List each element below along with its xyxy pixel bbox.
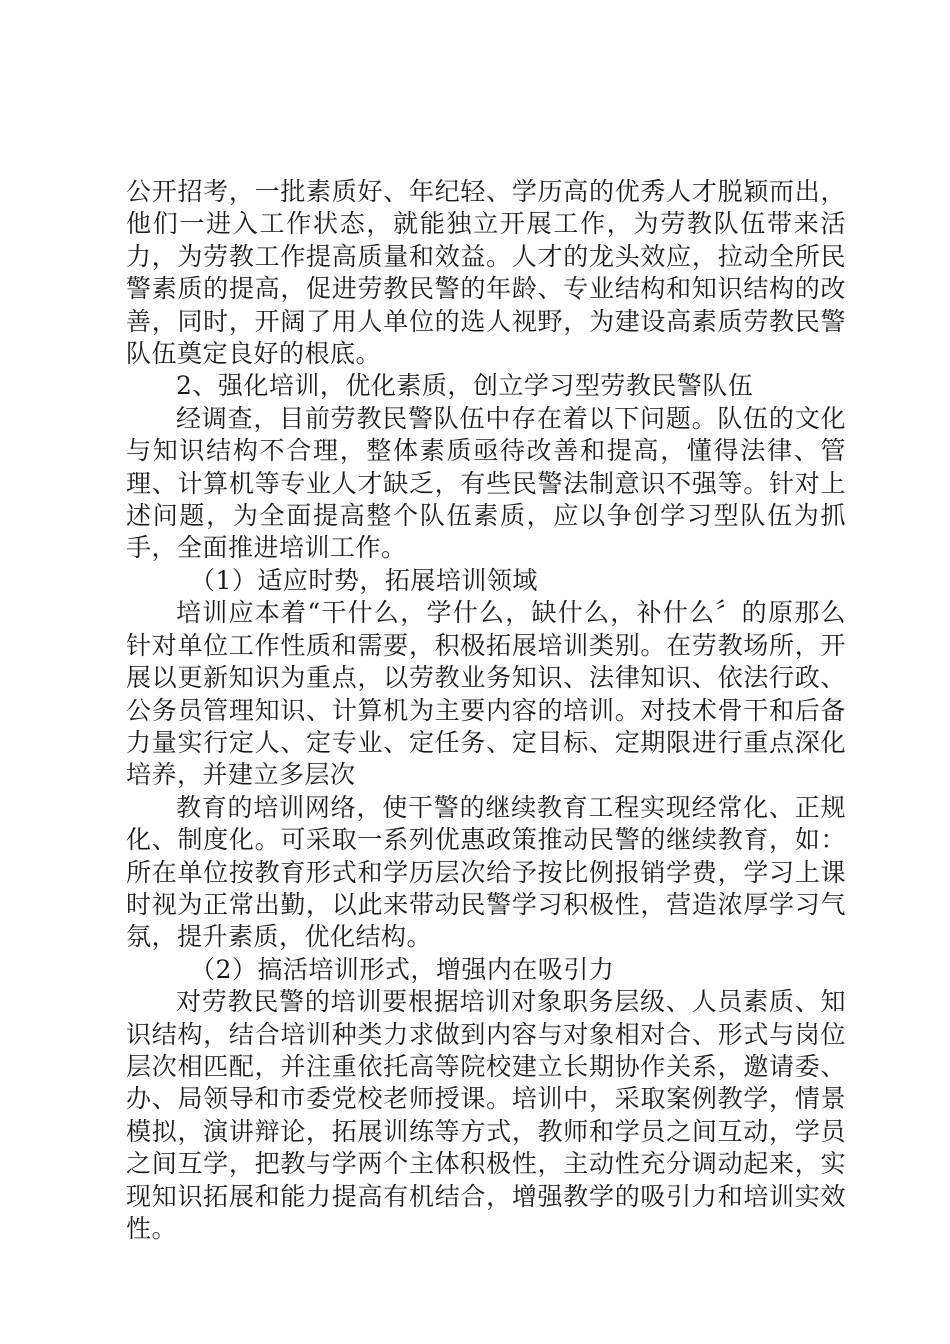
document-body	[126, 176, 846, 1245]
subheading-adapt-expand: （1）适应时势，拓展培训领域	[190, 565, 538, 595]
paragraph-recruitment-continued: 公开招考，一批素质好、年纪轻、学历高的优秀人才脱颖而出，他们一进入工作状态，就能独立开展工作，为劳教队伍带来活力，为劳教工作提高质量和效益。人才的龙头效应，拉动全所民警素质的提高，促进劳教民警的年龄、专业结构和知识结构的改善，同时，开阔了用人单位的选人视野，为建设高素质劳教民警队伍奠定良好的根底。	[126, 177, 846, 369]
paragraph-training-principle: 培训应本着“干什么，学什么，缺什么，补什么〞的原那么针对单位工作性质和需要，积极拓展培训类别。在劳教场所，开展以更新知识为重点，以劳教业务知识、法律知识、依法行政、公务员管理知识、计算机为主要内容的培训。对技术骨干和后备力量实行定人、定专业、定任务、定目标、定期限进行重点深化培养，并建立多层次	[126, 598, 846, 790]
section-heading-training: 2、强化培训，优化素质，创立学习型劳教民警队伍	[176, 371, 754, 401]
subheading-training-forms: （2）搞活培训形式，增强内在吸引力	[190, 954, 615, 984]
paragraph-continuing-education: 教育的培训网络，使干警的继续教育工程实现经常化、正规化、制度化。可采取一系列优惠政策推动民警的继续教育，如：所在单位按教育形式和学历层次给予按比例报销学费，学习上课时视为正常出勤，以此来带动民警学习积极性，营造浓厚学习气氛，提升素质，优化结构。	[126, 792, 846, 952]
paragraph-training-methods: 对劳教民警的培训要根据培训对象职务层级、人员素质、知识结构，结合培训种类力求做到内容与对象相对合、形式与岗位层次相匹配，并注重依托高等院校建立长期协作关系，邀请委、办、局领导和市委党校老师授课。培训中，采取案例教学，情景模拟，演讲辩论，拓展训练等方式，教师和学员之间互动，学员之间互学，把教与学两个主体积极性，主动性充分调动起来，实现知识拓展和能力提高有机结合，增强教学的吸引力和培训实效性。	[126, 987, 846, 1243]
paragraph-survey-problems: 经调查，目前劳教民警队伍中存在着以下问题。队伍的文化与知识结构不合理，整体素质亟待改善和提高，懂得法律、管理、计算机等专业人才缺乏，有些民警法制意识不强等。针对上述问题，为全面提高整个队伍素质，应以争创学习型队伍为抓手，全面推进培训工作。	[126, 403, 846, 563]
